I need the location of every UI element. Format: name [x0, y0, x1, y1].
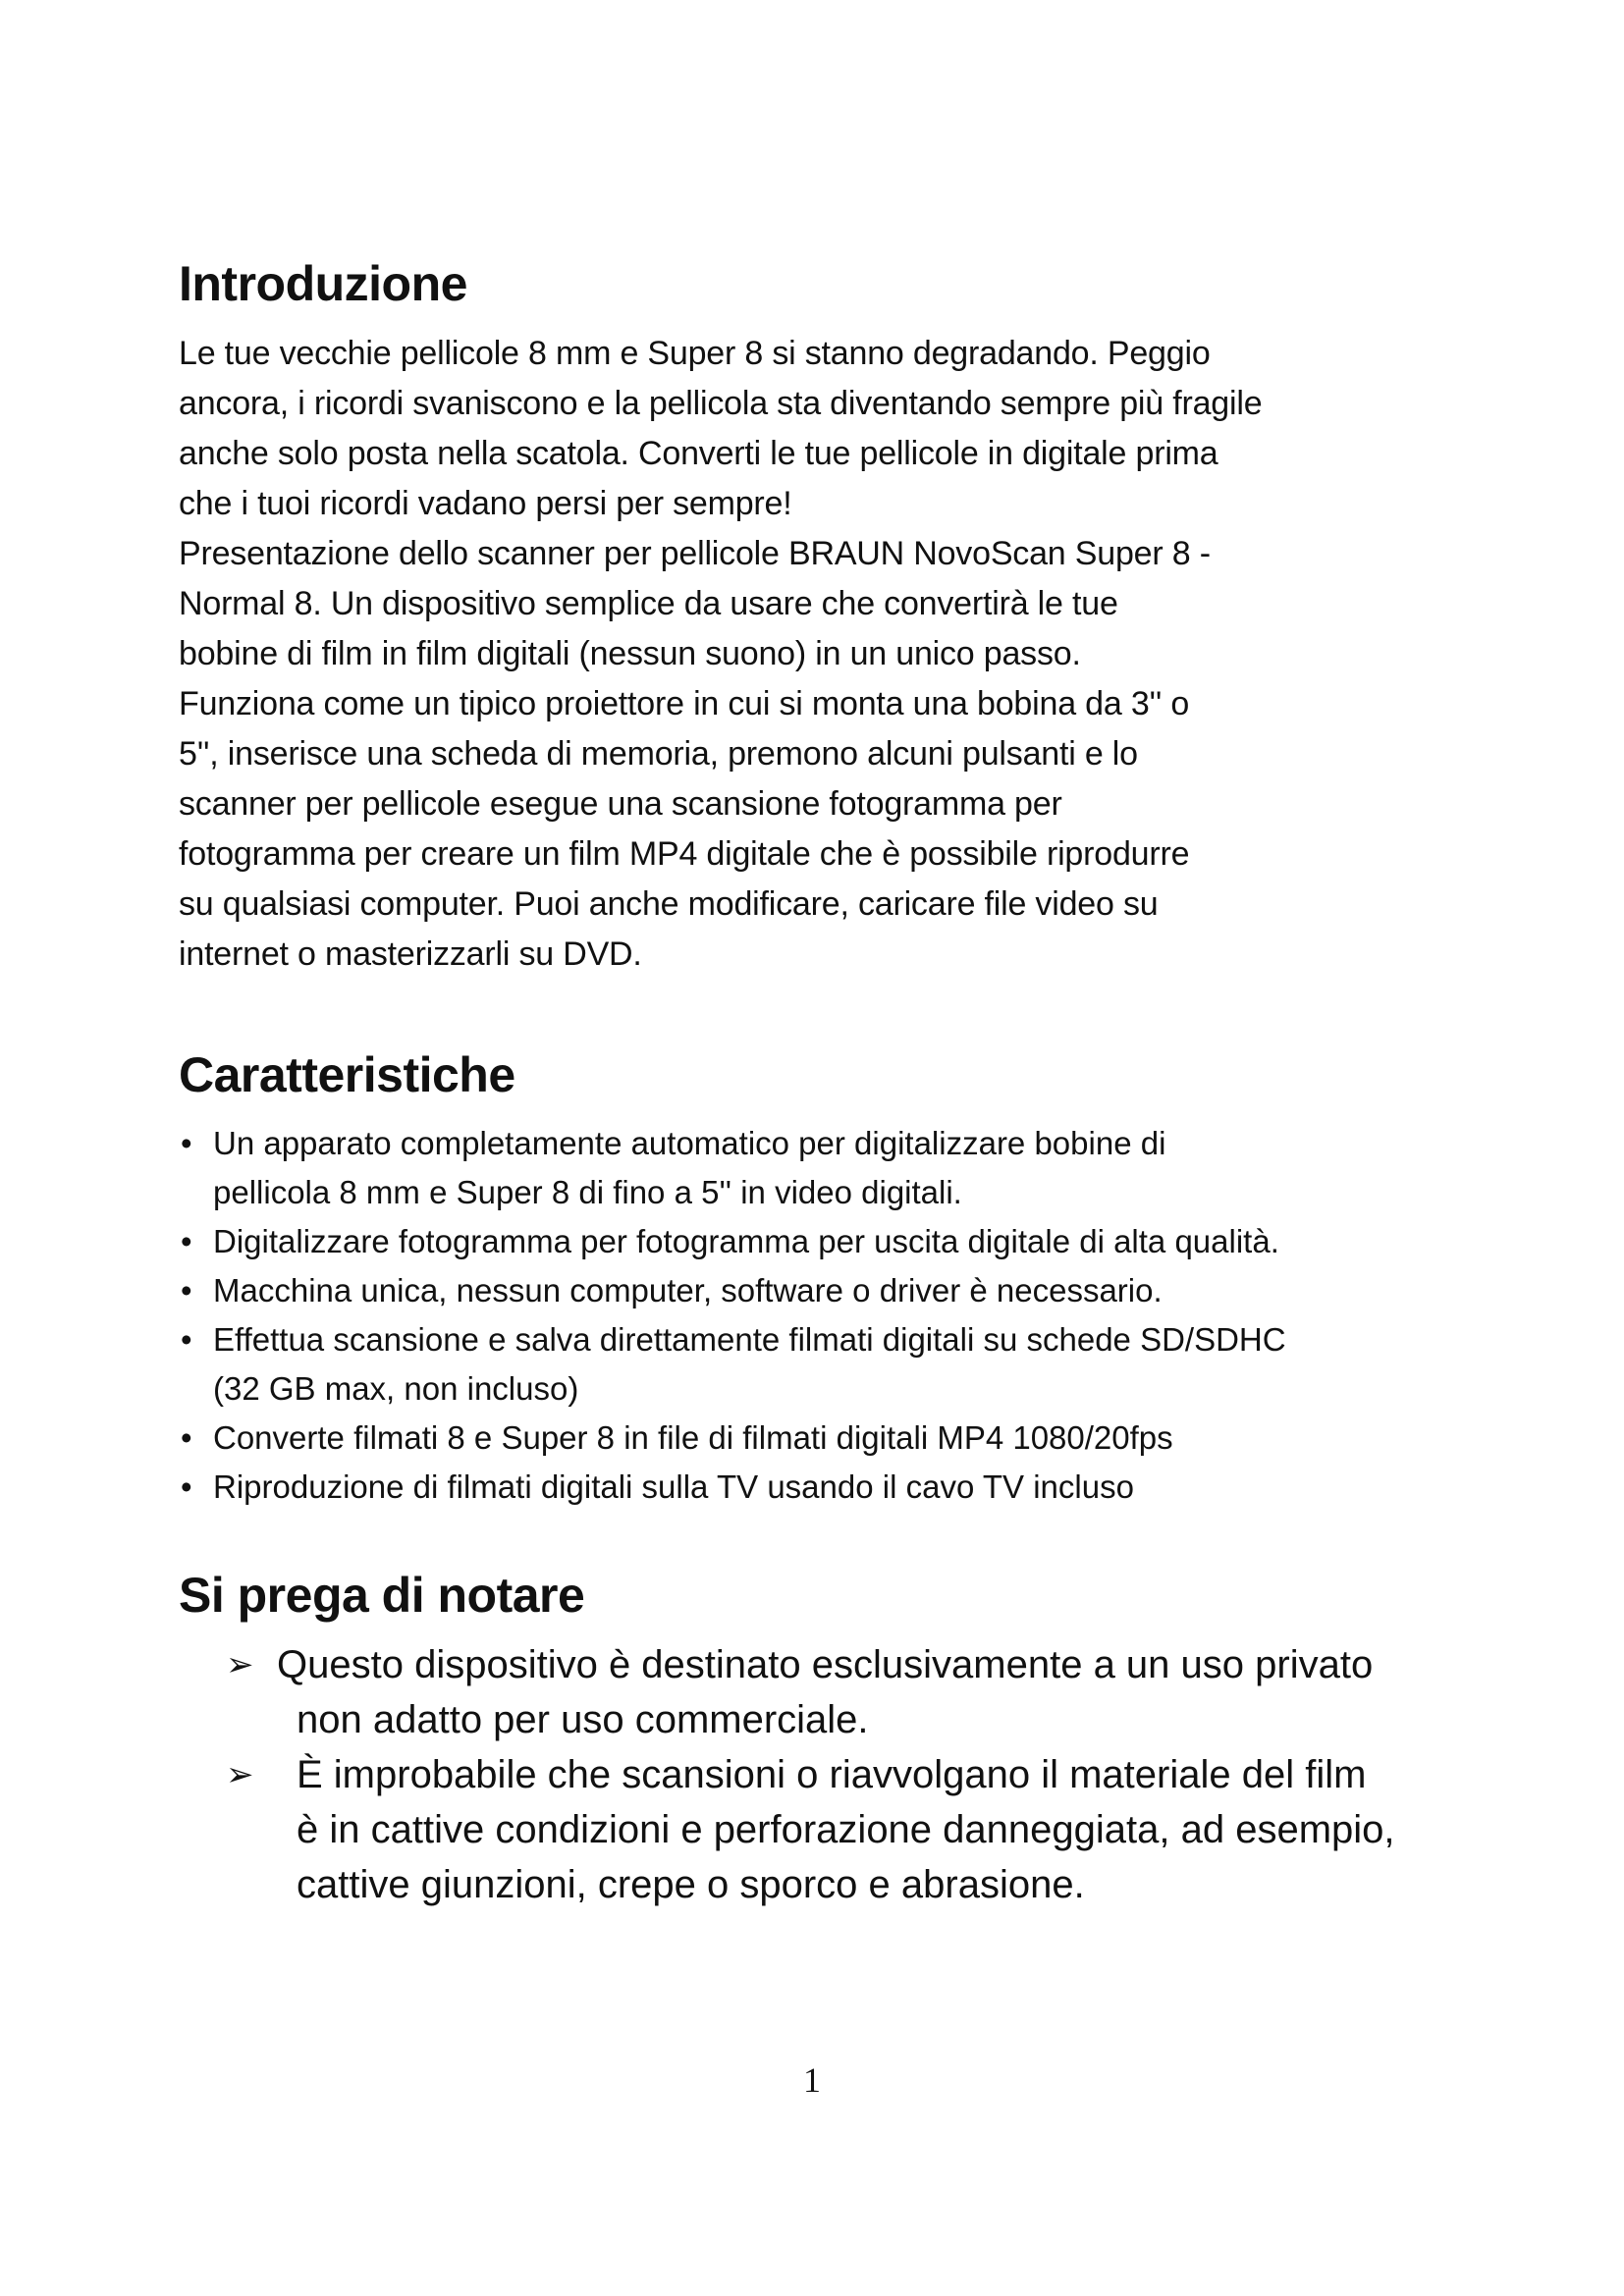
feature-text: Converte filmati 8 e Super 8 in file di filmati digitali MP4 1080/20fps — [213, 1419, 1173, 1456]
feature-text: Digitalizzare fotogramma per fotogramma per uscita digitale di alta qualità. — [213, 1223, 1279, 1259]
notes-list — [226, 1637, 1395, 1912]
intro-line: ancora, i ricordi svaniscono e la pellicola sta diventando sempre più fragile — [179, 385, 1263, 422]
note-text: è in cattive condizioni e perforazione danneggiata, ad esempio, — [297, 1808, 1395, 1851]
list-item — [179, 1217, 1286, 1266]
note-text: Questo dispositivo è destinato esclusivamente a un uso privato — [277, 1643, 1374, 1686]
intro-line: internet o masterizzarli su DVD. — [179, 935, 642, 973]
note-text: cattive giunzioni, crepe o sporco e abrasione. — [297, 1863, 1085, 1906]
list-item — [179, 1266, 1286, 1315]
features-list — [179, 1119, 1286, 1512]
notes-heading: Si prega di notare — [179, 1568, 585, 1623]
list-item — [179, 1463, 1286, 1512]
bullet-icon: • — [181, 1272, 192, 1308]
intro-paragraph — [179, 329, 1455, 980]
intro-line: Funziona come un tipico proiettore in cui si monta una bobina da 3'' o — [179, 685, 1190, 722]
list-item — [226, 1637, 1395, 1747]
list-item — [179, 1119, 1286, 1217]
feature-text: Un apparato completamente automatico per digitalizzare bobine di — [213, 1125, 1166, 1161]
bullet-icon: • — [181, 1223, 192, 1259]
intro-line: bobine di film in film digitali (nessun suono) in un unico passo. — [179, 635, 1081, 672]
intro-line: anche solo posta nella scatola. Converti le tue pellicole in digitale prima — [179, 435, 1218, 472]
intro-line: Le tue vecchie pellicole 8 mm e Super 8 si stanno degradando. Peggio — [179, 335, 1211, 372]
feature-text: (32 GB max, non incluso) — [213, 1370, 579, 1407]
note-text: non adatto per uso commerciale. — [297, 1698, 869, 1741]
bullet-icon: • — [181, 1321, 192, 1358]
list-item — [226, 1747, 1395, 1912]
bullet-icon: • — [181, 1125, 192, 1161]
arrow-bullet-icon: ➢ — [226, 1646, 254, 1683]
intro-line: 5'', inserisce una scheda di memoria, premono alcuni pulsanti e lo — [179, 735, 1138, 773]
bullet-icon: • — [181, 1468, 192, 1505]
intro-line: Normal 8. Un dispositivo semplice da usare che convertirà le tue — [179, 585, 1118, 622]
feature-text: Riproduzione di filmati digitali sulla TV usando il cavo TV incluso — [213, 1468, 1134, 1505]
intro-line: Presentazione dello scanner per pellicole BRAUN NovoScan Super 8 - — [179, 535, 1211, 572]
intro-line: che i tuoi ricordi vadano persi per sempre! — [179, 485, 792, 522]
note-text: È improbabile che scansioni o riavvolgano il materiale del film — [297, 1753, 1367, 1796]
features-heading: Caratteristiche — [179, 1047, 515, 1102]
arrow-bullet-icon: ➢ — [226, 1756, 254, 1793]
intro-line: scanner per pellicole esegue una scansione fotogramma per — [179, 785, 1062, 823]
feature-text: Effettua scansione e salva direttamente filmati digitali su schede SD/SDHC — [213, 1321, 1286, 1358]
intro-heading: Introduzione — [179, 256, 467, 311]
list-item — [179, 1315, 1286, 1414]
feature-text: pellicola 8 mm e Super 8 di fino a 5'' in video digitali. — [213, 1174, 962, 1210]
bullet-icon: • — [181, 1419, 192, 1456]
page-number: 1 — [803, 2060, 821, 2100]
intro-line: su qualsiasi computer. Puoi anche modificare, caricare file video su — [179, 885, 1159, 923]
feature-text: Macchina unica, nessun computer, software o driver è necessario. — [213, 1272, 1163, 1308]
intro-line: fotogramma per creare un film MP4 digitale che è possibile riprodurre — [179, 835, 1190, 873]
list-item — [179, 1414, 1286, 1463]
